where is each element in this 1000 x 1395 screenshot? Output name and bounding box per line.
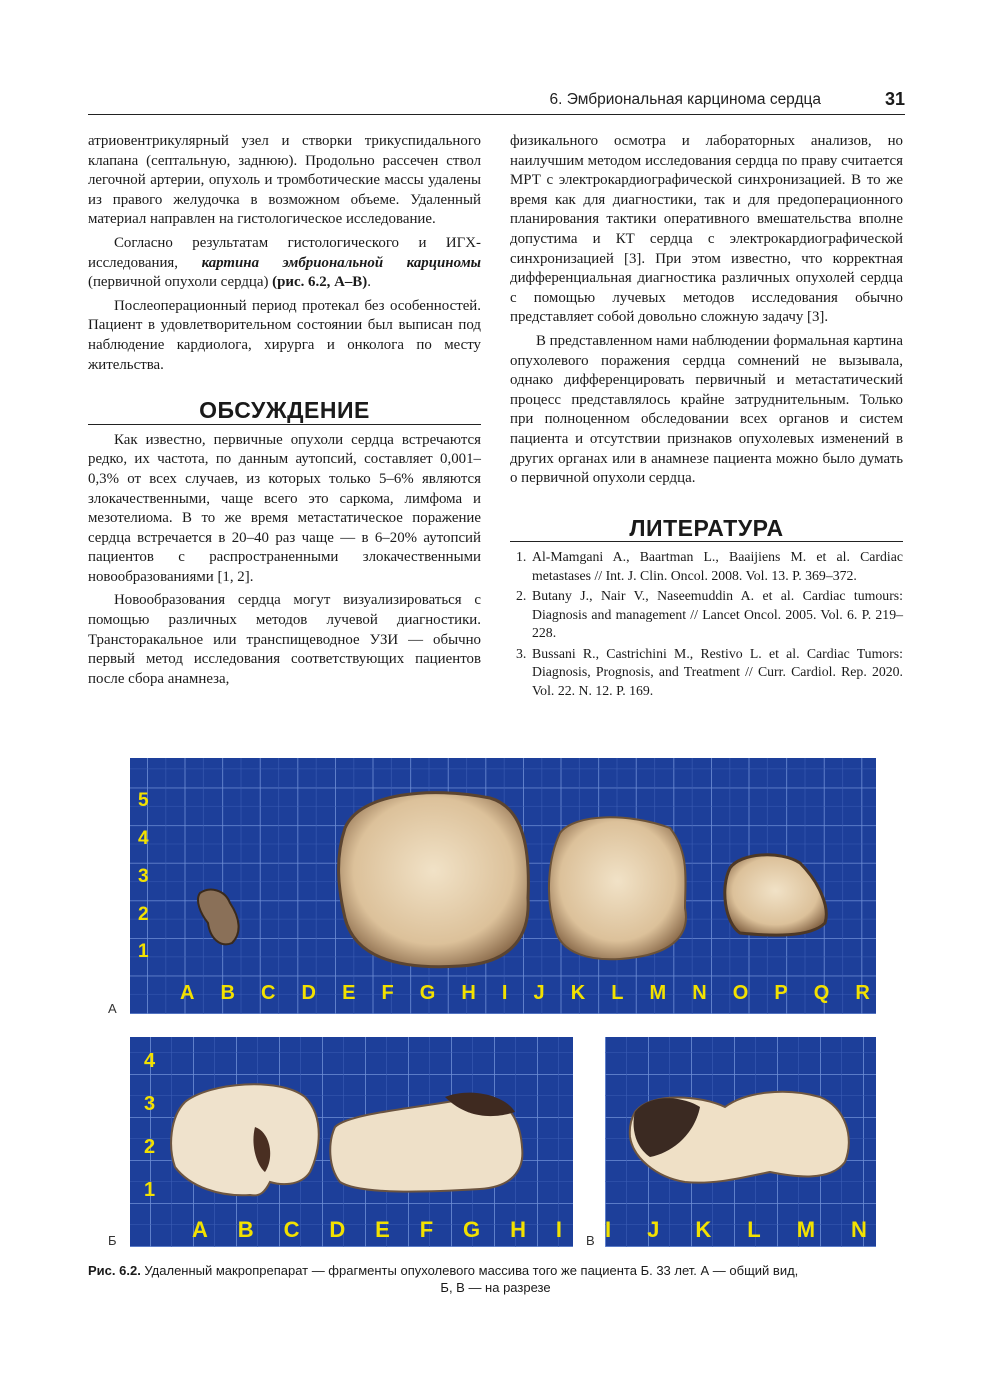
reference-text: Al-Mamgani A., Baartman L., Baaijiens M. et al. Cardiac metastases // Int. J. Clin. Oncol. 2008. Vol. 13. P. 369–372. bbox=[532, 549, 903, 583]
grid-letter: O bbox=[732, 982, 749, 1004]
reference-item bbox=[510, 645, 903, 701]
grid-number: 3 bbox=[138, 866, 149, 887]
grid-letter: G bbox=[419, 982, 436, 1004]
caption-label: Рис. 6.2. bbox=[88, 1263, 141, 1278]
text-run: . bbox=[367, 274, 371, 291]
section-title-literature: ЛИТЕРАТУРА bbox=[510, 519, 903, 543]
grid-letter: Q bbox=[813, 982, 830, 1004]
grid-letter: E bbox=[342, 982, 356, 1004]
grid-number: 1 bbox=[138, 941, 149, 962]
grid-letter: F bbox=[419, 1217, 434, 1242]
grid-letter: B bbox=[237, 1217, 254, 1242]
page-number: 31 bbox=[884, 89, 905, 109]
grid-letter: C bbox=[261, 982, 276, 1004]
specimen-photo-a bbox=[130, 758, 876, 1014]
text-run: Согласно результатам гистологического и ИГХ-исследования, bbox=[88, 234, 481, 271]
grid-letter-row bbox=[192, 1217, 562, 1243]
grid-letter: N bbox=[692, 982, 707, 1004]
diagnosis-emphasis: картина эмбриональной карциномы bbox=[201, 254, 481, 271]
grid-letter: L bbox=[611, 982, 624, 1004]
grid-letter: I bbox=[501, 982, 508, 1004]
running-header bbox=[88, 88, 905, 115]
grid-letter: L bbox=[747, 1217, 761, 1242]
caption-text: Удаленный макропрепарат — фрагменты опухолевого массива того же пациента Б. 33 лет. А — общий вид, bbox=[140, 1263, 799, 1278]
reference-text: Bussani R., Castrichini M., Restivo L. et al. Cardiac Tumors: Diagnosis, Prognosis, and Treatment // Curr. Cardiol. Rep. 2020. Vol. 22. N. 12. P. 169. bbox=[532, 645, 903, 698]
text-run: (первичной опухоли сердца) bbox=[88, 274, 273, 291]
grid-letter: R bbox=[855, 982, 870, 1004]
grid-letter: H bbox=[461, 982, 476, 1004]
caption-line-2: Б, В — на разрезе bbox=[440, 1280, 551, 1295]
grid-letter: F bbox=[381, 982, 394, 1004]
specimen-photo-c bbox=[605, 1037, 876, 1247]
grid-letter-row bbox=[605, 1217, 867, 1243]
figure-reference[interactable]: (рис. 6.2, А–В) bbox=[272, 274, 368, 291]
grid-number: 2 bbox=[144, 1136, 156, 1158]
reference-number: 2. bbox=[516, 588, 527, 604]
grid-letter: K bbox=[695, 1217, 712, 1242]
reference-text: Butany J., Nair V., Naseemuddin A. et al. Cardiac tumours: Diagnosis and management // Lancet Oncol. 2005. Vol. 6. P. 219–228. bbox=[532, 588, 903, 641]
grid-letter: D bbox=[329, 1217, 346, 1242]
right-column bbox=[510, 132, 903, 702]
panel-label-a: А bbox=[108, 1001, 117, 1016]
grid-number: 2 bbox=[138, 904, 149, 925]
grid-letter: J bbox=[647, 1217, 660, 1242]
grid-number: 3 bbox=[144, 1093, 156, 1115]
paragraph: В представленном нами наблюдении формальная картина опухолевого поражения сердца сомнений не вызывала, однако дифференцировать первичный и метастатический процесс представлялось крайне затруднительным. Только при полноценном обследовании всех органов и систем пациента и отсутствии признаков опухолевых изменений в других органах или в анамнезе пациента можно было думать о первичной опухоли сердца. bbox=[510, 332, 903, 487]
grid-letter: A bbox=[192, 1217, 208, 1242]
specimen-photo-c-image bbox=[605, 1037, 876, 1247]
paragraph bbox=[88, 234, 481, 293]
reference-list bbox=[510, 548, 903, 700]
grid-letter: G bbox=[463, 1217, 481, 1242]
paragraph: Послеоперационный период протекал без особенностей. Пациент в удовлетворительном состоянии был выписан под наблюдение кардиолога, хирурга и онколога по месту жительства. bbox=[88, 297, 481, 373]
panel-label-b: Б bbox=[108, 1233, 117, 1248]
grid-letter: C bbox=[283, 1217, 300, 1242]
grid-letter: P bbox=[774, 982, 788, 1004]
section-title-discussion: ОБСУЖДЕНИЕ bbox=[88, 401, 481, 425]
left-column bbox=[88, 132, 481, 693]
grid-letter-row bbox=[180, 982, 870, 1008]
grid-number: 4 bbox=[144, 1050, 156, 1072]
specimen-photo-b bbox=[130, 1037, 573, 1247]
paragraph: физикального осмотра и лабораторных анализов, но наилучшим методом исследования сердца по праву считается МРТ с электрокардиографической синхронизацией. В то же время как для диагностики, так и для предоперационного планирования тактики оперативного вмешательства вполне допустима и КТ сердца с электрокардиографической синхронизацией [3]. При этом известно, что корректная дифференциальная диагностика различных опухолей сердца с помощью лучевых методов исследования обычно представляет собой довольно сложную задачу [3]. bbox=[510, 133, 903, 326]
grid-letter: B bbox=[220, 982, 235, 1004]
grid-number: 1 bbox=[144, 1179, 156, 1201]
reference-number: 3. bbox=[516, 645, 527, 661]
grid-number: 4 bbox=[138, 828, 149, 849]
grid-letter: H bbox=[510, 1217, 526, 1242]
grid-letter: M bbox=[796, 1217, 816, 1242]
reference-number: 1. bbox=[516, 549, 527, 565]
paragraph: Новообразования сердца могут визуализироваться с помощью различных методов лучевой диагностики. Трансторакальное или транспищеводное УЗИ — обычно первый метод исследования соответствующих пациентов после сбора анамнеза, bbox=[88, 592, 481, 687]
figure-caption bbox=[88, 1262, 903, 1296]
grid-letter: J bbox=[533, 982, 545, 1004]
grid-letter: A bbox=[180, 982, 195, 1004]
specimen-photo-b-image bbox=[130, 1037, 573, 1247]
panel-label-c: В bbox=[586, 1233, 595, 1248]
grid-letter: I bbox=[555, 1217, 562, 1242]
paragraph: атриовентрикулярный узел и створки трикуспидального клапана (септальную, заднюю). Продольно рассечен ствол легочной артерии, опухоль и тромботические массы удалены из правого желудочка в возможном объеме. Удаленный материал направлен на гистологическое исследование. bbox=[88, 133, 481, 228]
paragraph: Как известно, первичные опухоли сердца встречаются редко, их частота, по данным аутопсий, составляет 0,001–0,3% от всех случаев, из которых только 5–6% являются злокачественными, чаще всего это саркома, лимфома и мезотелиома. В то же время метастатическое поражение сердца встречается в 20–40 раз чаще — в 6–20% аутопсий пациентов с распространенными злокачественными новообразованиями [1, 2]. bbox=[88, 431, 481, 585]
chapter-title: 6. Эмбриональная карцинома сердца bbox=[549, 91, 821, 108]
specimen-photo-a-image bbox=[130, 758, 876, 1014]
reference-item bbox=[510, 548, 903, 585]
grid-letter: N bbox=[851, 1217, 867, 1242]
grid-letter: D bbox=[301, 982, 316, 1004]
grid-letter: K bbox=[570, 982, 586, 1004]
grid-number: 5 bbox=[138, 790, 149, 811]
reference-item bbox=[510, 587, 903, 643]
grid-letter: E bbox=[375, 1217, 390, 1242]
grid-letter: I bbox=[605, 1217, 612, 1242]
grid-letter: M bbox=[649, 982, 667, 1004]
